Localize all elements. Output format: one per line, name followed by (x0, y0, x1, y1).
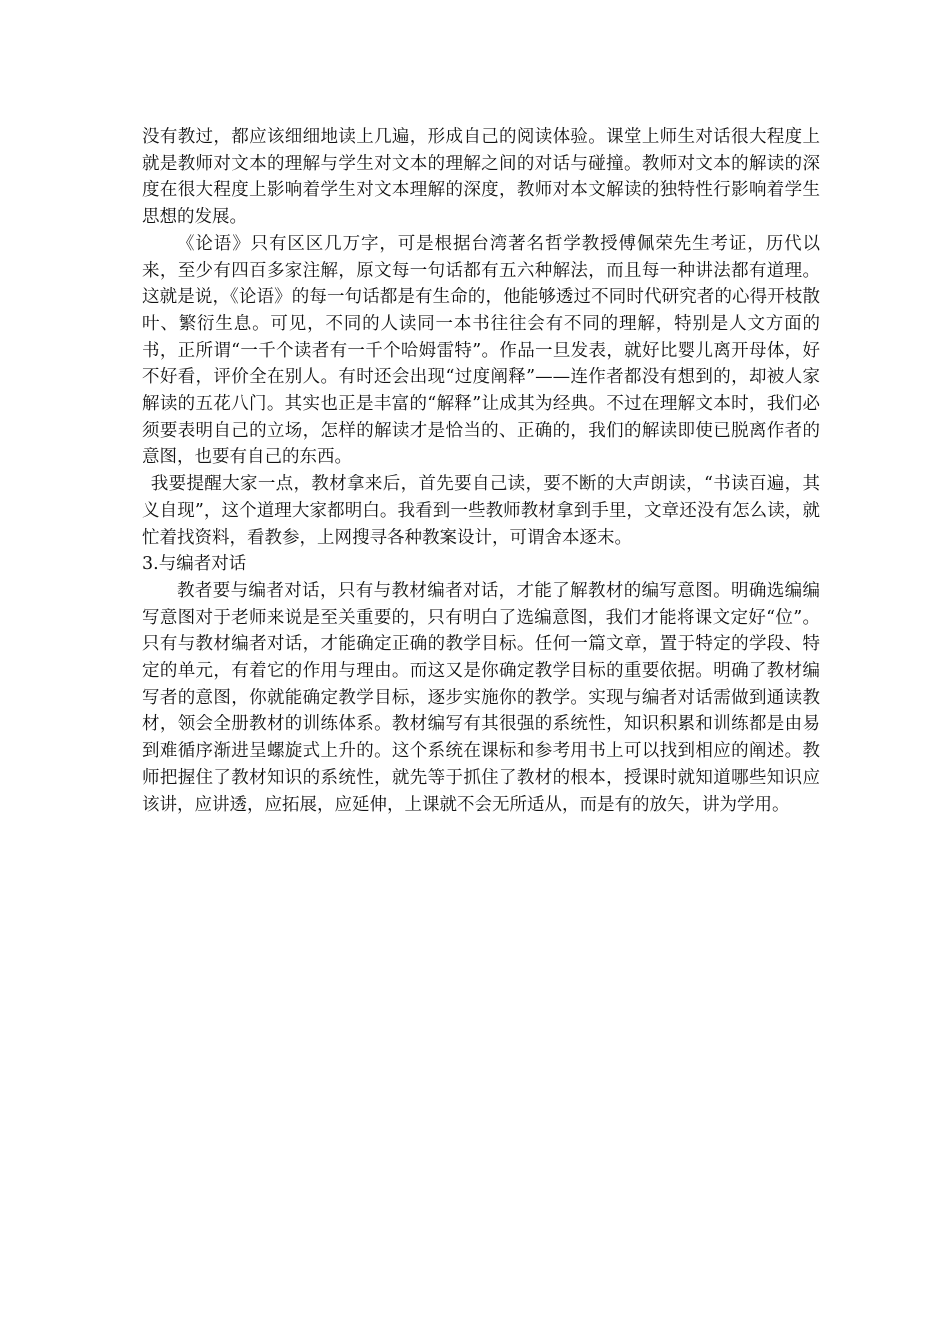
document-body (142, 124, 820, 818)
paragraph-lunyu: 《论语》只有区区几万字，可是根据台湾著名哲学教授傅佩荣先生考证，历代以来，至少有四百多家注解，原文每一句话都有五六种解法，而且每一种讲法都有道理。这就是说，《论语》的每一句话都是有生命的，他能够透过不同时代研究者的心得开枝散叶、繁衍生息。可见，不同的人读同一本书往往会有不同的理解，特别是人文方面的书，正所谓“一千个读者有一千个哈姆雷特”。作品一旦发表，就好比婴儿离开母体，好不好看，评价全在别人。有时还会出现“过度阐释”——连作者都没有想到的，却被人家解读的五花八门。其实也正是丰富的“解释”让成其为经典。不过在理解文本时，我们必须要表明自己的立场，怎样的解读才是恰当的、正确的，我们的解读即使已脱离作者的意图，也要有自己的东西。 (142, 233, 820, 468)
paragraph-reminder: 我要提醒大家一点，教材拿来后，首先要自己读，要不断的大声朗读，“书读百遍，其义自现”，这个道理大家都明白。我看到一些教师教材拿到手里，文章还没有怎么读，就忙着找资料，看教参，上网搜寻各种教案设计，可谓舍本逐末。 (142, 474, 820, 548)
section-heading-editor-dialogue: 3.与编者对话 (142, 554, 247, 575)
paragraph-editor-dialogue: 教者要与编者对话，只有与教材编者对话，才能了解教材的编写意图。明确选编编写意图对于老师来说是至关重要的，只有明白了选编意图，我们才能将课文定好“位”。只有与教材编者对话，才能确定正确的教学目标。任何一篇文章，置于特定的学段、特定的单元，有着它的作用与理由。而这又是你确定教学目标的重要依据。明确了教材编写者的意图，你就能确定教学目标，逐步实施你的教学。实现与编者对话需做到通读教材，领会全册教材的训练体系。教材编写有其很强的系统性，知识积累和训练都是由易到难循序渐进呈螺旋式上升的。这个系统在课标和参考用书上可以找到相应的阐述。教师把握住了教材知识的系统性，就先等于抓住了教材的根本，授课时就知道哪些知识应该讲，应讲透，应拓展，应延伸，上课就不会无所适从，而是有的放矢，讲为学用。 (142, 580, 820, 815)
paragraph-reading-experience: 没有教过，都应该细细地读上几遍，形成自己的阅读体验。课堂上师生对话很大程度上就是教师对文本的理解与学生对文本的理解之间的对话与碰撞。教师对文本的解读的深度在很大程度上影响着学生对文本理解的深度，教师对本文解读的独特性行影响着学生思想的发展。 (142, 127, 820, 228)
